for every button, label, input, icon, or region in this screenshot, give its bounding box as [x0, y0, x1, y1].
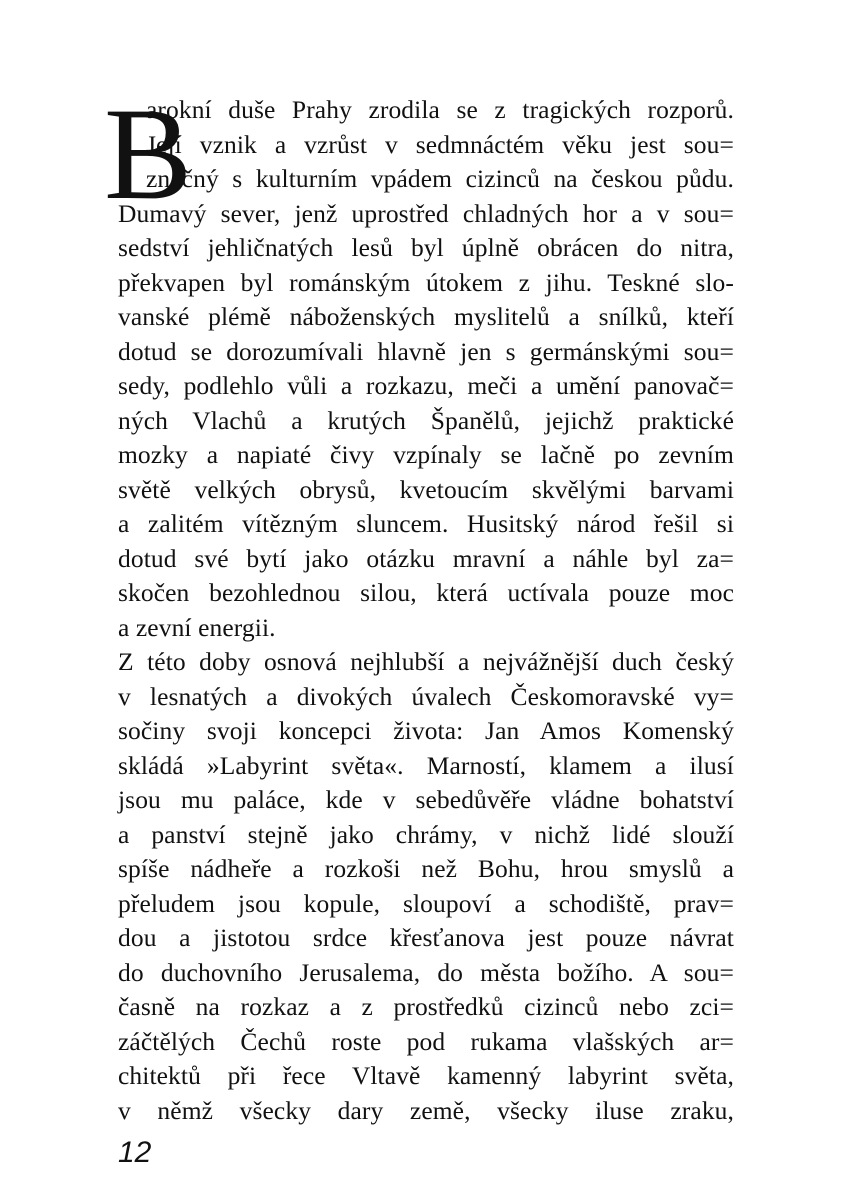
text-line: do duchovního Jerusalema, do města božího. A sou= [118, 958, 734, 987]
text-line: záčtělých Čechů roste pod rukama vlašských ar= [118, 1027, 734, 1056]
text-line: dotud své bytí jako otázku mravní a náhle byl za= [118, 544, 734, 573]
text-line: mozky a napiaté čivy vzpínaly se lačně po zevním [118, 440, 734, 469]
drop-cap: B [104, 80, 193, 227]
text-line: sedství jehličnatých lesů byl úplně obrácen do nitra, [118, 233, 734, 262]
text-line: přeludem jsou kopule, sloupoví a schodiště, prav= [118, 889, 734, 918]
text-line: a panství stejně jako chrámy, v nichž lidé slouží [118, 820, 734, 849]
text-line: světě velkých obrysů, kvetoucím skvělými barvami [118, 475, 734, 504]
text-line: Dumavý sever, jenž uprostřed chladných hor a v sou= [118, 199, 734, 228]
text-line: dotud se dorozumívali hlavně jen s germánskými sou= [118, 337, 734, 366]
text-line: sočiny svoji koncepci života: Jan Amos Komenský [118, 716, 734, 745]
text-line: dou a jistotou srdce křesťanova jest pouze návrat [118, 923, 734, 952]
text-line: vanské plémě náboženských myslitelů a snílků, kteří [118, 302, 734, 331]
text-line: arokní duše Prahy zrodila se z tragických rozporů. [146, 95, 734, 124]
page-number: 12 [118, 1136, 152, 1169]
text-line: překvapen byl románským útokem z jihu. Teskné slo- [118, 268, 734, 297]
text-line: sedy, podlehlo vůli a rozkazu, meči a umění panovač= [118, 371, 734, 400]
text-line: značný s kulturním vpádem cizinců na českou půdu. [146, 164, 734, 193]
text-line: skočen bezohlednou silou, která uctívala pouze moc [118, 578, 734, 607]
text-line: časně na rozkaz a z prostředků cizinců nebo zci= [118, 992, 734, 1021]
text-line: spíše nádheře a rozkoši než Bohu, hrou smyslů a [118, 854, 734, 883]
text-line: skládá »Labyrint světa«. Marností, klamem a ilusí [118, 751, 734, 780]
text-line: ných Vlachů a krutých Španělů, jejichž praktické [118, 406, 734, 435]
text-line: Její vznik a vzrůst v sedmnáctém věku jest sou= [146, 130, 734, 159]
text-line: a zevní energii. [118, 613, 276, 642]
text-line: a zalitém vítězným sluncem. Husitský národ řešil si [118, 509, 734, 538]
text-line: Z této doby osnová nejhlubší a nejvážnější duch český [118, 647, 734, 676]
text-line: v němž všecky dary země, všecky iluse zraku, [118, 1096, 734, 1125]
text-line: chitektů při řece Vltavě kamenný labyrint světa, [118, 1061, 734, 1090]
text-line: jsou mu paláce, kde v sebedůvěře vládne bohatství [118, 785, 734, 814]
text-line: v lesnatých a divokých úvalech Českomoravské vy= [118, 682, 734, 711]
